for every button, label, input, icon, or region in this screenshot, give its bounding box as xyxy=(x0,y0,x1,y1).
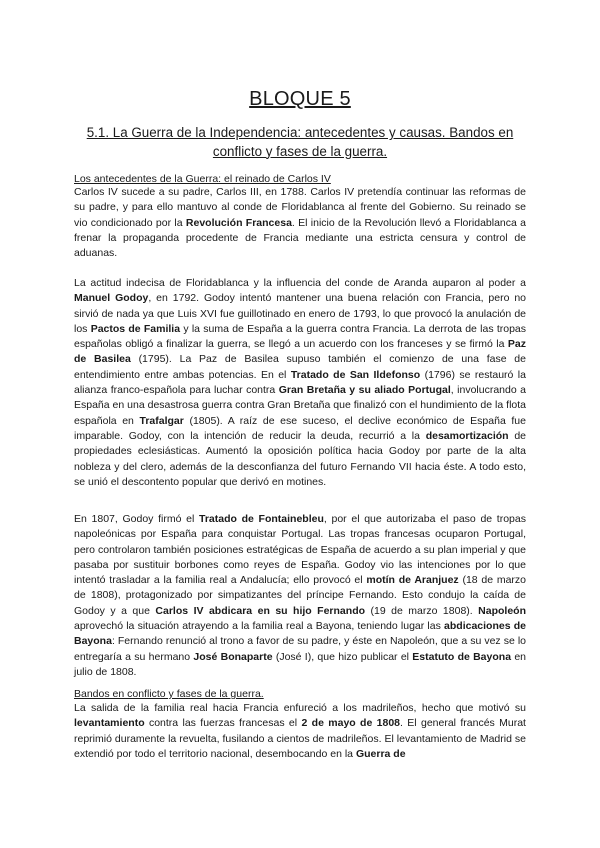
section-heading: Bandos en conflicto y fases de la guerra. xyxy=(74,688,264,700)
text-run: de propiedades eclesiásticas. Aumentó la oposición política hacia Godoy por parte de la alta nobleza y del clero, además de la desconfianza del futuro Fernando VII hacia éste. A todo esto, se unió el descontento popular que derivó en motines. xyxy=(74,429,526,488)
text-run: y la suma de España a la guerra contra Francia. La derrota de las tropas españolas obligó a finalizar la guerra, se llegó a un acuerdo con los franceses y se firmó la xyxy=(74,322,527,351)
emphasis-term: Pactos de Familia xyxy=(90,322,181,335)
emphasis-term: Gran Bretaña y su aliado Portugal xyxy=(278,384,451,397)
emphasis-term: Estatuto de Bayona xyxy=(412,650,512,663)
emphasis-term: Revolución Francesa xyxy=(185,216,292,229)
text-run: . El inicio de la Revolución llevó a Floridablanca a frenar la propaganda procedente de Francia mediante una estricta censura y control de aduanas. xyxy=(74,216,527,260)
text-run: (1805). A raíz de ese suceso, el declive económico de España fue imparable. Godoy, con la intención de reducir la deuda, recurrió a la xyxy=(74,414,526,442)
paragraph xyxy=(74,701,526,762)
text-run: en julio de 1808. xyxy=(74,650,527,678)
emphasis-term: motín de Aranjuez xyxy=(366,574,459,587)
emphasis-term: José Bonaparte xyxy=(193,650,273,663)
text-run: : Fernando renunció al trono a favor de su padre, y éste en Napoleón, que a su vez se lo entregaría a su hermano xyxy=(74,635,526,663)
text-run: Carlos IV sucede a su padre, Carlos III, en 1788. Carlos IV pretendía continuar las reformas de su padre, y para ello mantuvo al conde de Floridablanca al frente del Gobierno. Su reinado se vio condicionado por la xyxy=(74,186,526,229)
emphasis-term: Paz de Basilea xyxy=(74,338,526,366)
emphasis-term: Tratado de San Ildefonso xyxy=(290,368,421,381)
text-run: La actitud indecisa de Floridablanca y la influencia del conde de Aranda auparon al poder a xyxy=(74,277,526,289)
text-run: , involucrando a España en una desastrosa guerra contra Gran Bretaña que finalizó con el hundimiento de la flota española en xyxy=(74,384,526,427)
paragraph xyxy=(74,276,526,490)
emphasis-term: Napoleón xyxy=(478,604,527,617)
emphasis-term: Guerra de xyxy=(355,747,406,760)
text-run: , por el que autorizaba el paso de tropas napoleónicas por España para conquistar Portugal. Las tropas francesas ocuparon Portugal, pero controlaron también posiciones estratégicas de España de acuerdo a su plan imperial y que pasaba por sustituir borbones como reyes de España. Godoy vio las intenciones por lo que intentó trasladar a la familia real a Andalucía; ello provocó el xyxy=(74,513,526,587)
text-run: (1795). La Paz de Basilea supuso también el comienzo de una fase de entendimiento entre ambas potencias. En el xyxy=(74,353,526,381)
text-run: . El general francés Murat reprimió duramente la revuelta, fusilando a cientos de madrileños. El levantamiento de Madrid se extendió por todo el territorio nacional, desembocando en la xyxy=(74,717,526,760)
section-subtitle: 5.1. La Guerra de la Independencia: antecedentes y causas. Bandos en conflicto y fases de la guerra. xyxy=(86,125,514,159)
text-run: La salida de la familia real hacia Francia enfureció a los madrileños, hecho que motivó su xyxy=(74,702,526,714)
emphasis-term: Carlos IV abdicara en su hijo Fernando xyxy=(155,604,366,617)
text-run: En 1807, Godoy firmó el xyxy=(74,513,199,525)
page-title: BLOQUE 5 xyxy=(249,88,351,110)
emphasis-term: 2 de mayo de 1808 xyxy=(301,717,401,730)
paragraph xyxy=(74,185,526,261)
text-run: , en 1792. Godoy intentó mantener una buena relación con Francia, pero no sirvió de nada ya que Luis XVI fue guillotinado en enero de 1793, lo que provocó la anulación de los xyxy=(74,292,526,335)
text-run: contra las fuerzas francesas el xyxy=(144,717,302,730)
emphasis-term: Trafalgar xyxy=(139,414,184,427)
text-run: (19 de marzo 1808). xyxy=(365,604,479,617)
emphasis-term: levantamiento xyxy=(74,717,145,730)
text-run: (18 de marzo de 1808), protagonizado por simpatizantes del príncipe Fernando. Esto condujo la caída de Godoy y a que xyxy=(74,574,526,617)
paragraph xyxy=(74,512,526,680)
emphasis-term: Tratado de Fontainebleu xyxy=(199,513,324,525)
emphasis-term: abdicaciones de Bayona xyxy=(74,620,526,648)
text-run: aprovechó la situación atrayendo a la familia real a Bayona, teniendo lugar las xyxy=(74,620,445,633)
text-run: (1796) se restauró la alianza franco-española para luchar contra xyxy=(74,368,526,397)
emphasis-term: Manuel Godoy xyxy=(74,292,149,305)
section-heading: Los antecedentes de la Guerra: el reinado de Carlos IV xyxy=(74,173,331,185)
text-run: (José I), que hizo publicar el xyxy=(272,650,413,663)
emphasis-term: desamortización xyxy=(425,429,509,442)
